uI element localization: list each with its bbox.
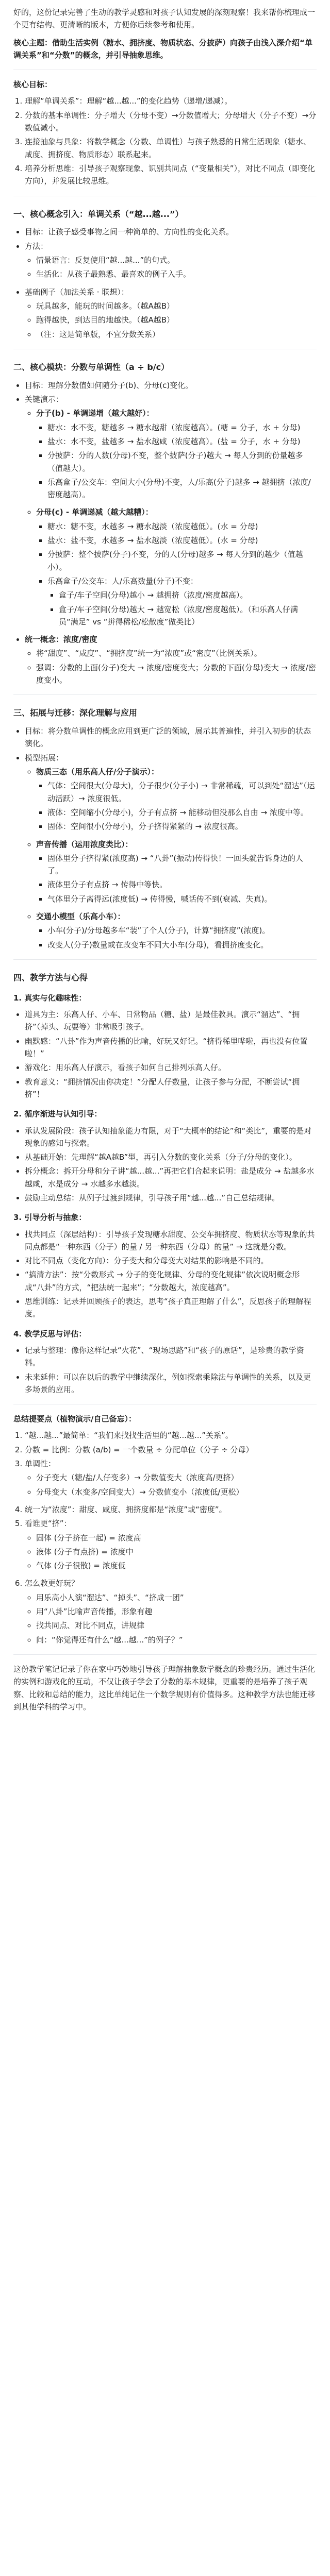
model-sublist <box>25 766 317 951</box>
summary-title: 总结提要点（植物演示/自己备忘）： <box>13 1414 136 1424</box>
numerator-section <box>36 407 317 501</box>
unify-section <box>25 633 317 686</box>
method-sublist <box>25 254 317 281</box>
unify-item: ◦ 将“甜度”、“咸度”、“拥挤度”统一为“浓度”或“密度”（比例关系）。 <box>36 647 317 659</box>
denominator-title: 分母(c) - 单调递减（越大越糟）： <box>36 507 153 517</box>
goal-item: 4. 培养分析思维：引导孩子观察现象、识别共同点（“变量相关”），对比不同点（即变化方向），并发展比较思维。 <box>25 162 317 188</box>
example-item: ◦ 玩具越多，能玩的时间越多。（越A越B） <box>36 300 317 312</box>
denominator-section <box>36 506 317 628</box>
traffic-item: ▪ 小车(分子)/分母越多车“装”了个人(分子)，计算“拥挤度”(浓度)。 <box>47 924 317 937</box>
section3-title: 三、拓展与迁移：深化理解与应用 <box>13 708 138 718</box>
sound-title: 声音传播（运用浓度类比）： <box>36 839 133 849</box>
method1-item: • 游戏化：用乐高人仔演示，看孩子如何自己排列乐高人仔。 <box>25 1061 317 1074</box>
goals-title: 核心目标： <box>13 80 53 90</box>
method3-list <box>13 1228 317 1320</box>
phase-item: ▪ 液体：空间缩小(分母小)，分子有点挤 → 能移动但没那么自由 → 浓度中等。 <box>47 806 317 819</box>
traffic-list <box>36 924 317 951</box>
method3-item: • “搞清方法”：按“分数形式 → 分子的变化规律、分母的变化规律”依次说明概念形成“八卦”的方式，“把法统一起来”；“分数越大，浓度越高”。 <box>25 1268 317 1294</box>
denominator-item: ▪ 糖水：糖不变，水越多 → 糖水越淡（浓度越低）。(水 = 分母) <box>47 520 317 533</box>
section3-list <box>13 725 317 951</box>
goal-item: 3. 连接抽象与具象：将数学概念（分数、单调性）与孩子熟悉的日常生活现象（糖水、咸度、拥挤度、物质形态）联系起来。 <box>25 135 317 161</box>
model-label: 模型拓展： <box>25 753 64 762</box>
section2-key <box>25 393 317 628</box>
divider <box>13 1654 317 1655</box>
phases-list <box>36 779 317 833</box>
method4-list <box>13 1344 317 1396</box>
method-item: ◦ 生活化：从孩子最熟悉、最喜欢的例子入手。 <box>36 268 317 280</box>
fun-item: ◦ 问：“你觉得还有什么“越...越...”的例子？” <box>36 1634 317 1646</box>
method-item: ◦ 情景语言：反复使用“越...越...”的句式。 <box>36 254 317 266</box>
summary-item-text: 单调性： <box>25 1459 56 1469</box>
numerator-list <box>36 421 317 501</box>
summary-item-text: 怎么教更好玩？ <box>25 1579 79 1588</box>
phase-item: ▪ 气体：空间很大(分母大)，分子很少(分子小) → 非常稀疏，可以到处“溜达”（运动活跃）→ 浓度很低。 <box>47 779 317 805</box>
fun-item: ◦ 找共同点、对比不同点，讲规律 <box>36 1619 317 1632</box>
goal-item: 2. 分数的基本单调性：分子增大（分母不变）→分数值增大；分母增大（分子不变）→分数值减小。 <box>25 109 317 134</box>
numerator-title: 分子(b) - 单调递增（越大越好）： <box>36 409 154 418</box>
unify-list <box>25 647 317 686</box>
section2-goal: • 目标：理解分数值如何随分子(b)、分母(c)变化。 <box>25 379 317 392</box>
crowd-item: ◦ 固体 (分子挤在一起) = 浓度高 <box>36 1532 317 1544</box>
denominator-list <box>36 520 317 628</box>
method3-title: 3. 引导分析与抽象： <box>13 1213 87 1223</box>
summary-list <box>13 1429 317 1646</box>
divider <box>13 959 317 960</box>
divider <box>13 694 317 695</box>
section3-goal: • 目标：将分数单调性的概念应用到更广泛的领域，展示其普遍性，并引入初步的状态演化。 <box>25 725 317 750</box>
mono-item: ◦ 分子变大（糖/盐/人仔变多）→ 分数值变大（浓度高/更挤） <box>36 1471 317 1484</box>
section1-list <box>13 226 317 340</box>
crowd-item: ◦ 气体 (分子很散) = 浓度低 <box>36 1560 317 1572</box>
phase-item: ▪ 固体：空间很小(分母小)，分子挤得紧紧的 → 浓度很高。 <box>47 820 317 833</box>
method2-list <box>13 1125 317 1205</box>
unify-title: 统一概念：浓度/密度 <box>25 635 97 645</box>
phases-title: 物质三态（用乐高人仔/分子演示）： <box>36 767 159 777</box>
numerator-item: ▪ 乐高盒子/公交车：空间大小(分母)不变，人/乐高(分子)越多 → 越拥挤（浓度/密度越高）。 <box>47 476 317 501</box>
traffic-section <box>36 910 317 951</box>
section1-method <box>25 240 317 281</box>
core-theme: 核心主题：借助生活实例（糖水、拥挤度、物质状态、分披萨）向孩子由浅入深介绍“单调关系”和“分数”的概念，并引导抽象思维。 <box>13 38 312 60</box>
method1-item: • 幽默感：“八卦”作为声音传播的比喻，好玩又好记。“挤得稀里哗啦，再也没有位置啦！” <box>25 1035 317 1060</box>
crowd-list <box>25 1532 317 1572</box>
sound-section <box>36 838 317 905</box>
phases-section <box>36 766 317 833</box>
fun-item: ◦ 用乐高小人演“溜达”、“掉头”、“挤成一团” <box>36 1591 317 1604</box>
method2-title: 2. 循序渐进与认知引导： <box>13 1109 102 1119</box>
goals-list <box>13 95 317 187</box>
denominator-item: ▪ 盐水：盐不变，水越多 → 盐水越淡（浓度越低）。(水 = 分母) <box>47 534 317 547</box>
method2-item: • 拆分概念：拆开分母和分子讲“越...越...”再把它们合起来说明：盐是成分 → 盐越多水越咸，水是成分 → 水越多水越淡。 <box>25 1165 317 1190</box>
key-label: 关键演示： <box>25 395 64 404</box>
fun-item: ◦ 用“八卦”比喻声音传播，形象有趣 <box>36 1605 317 1618</box>
section2-list <box>13 379 317 687</box>
summary-item: 1. “越...越...”最简单：“我们来找找生活里的“越...越...”关系”。 <box>25 1429 317 1442</box>
summary-item: 4. 统一为“浓度”：甜度、咸度、拥挤度都是“浓度”或“密度”。 <box>25 1503 317 1516</box>
method3-item: • 对比不同点（变化方向）：分子变大和分母变大对结果的影响是不同的。 <box>25 1255 317 1267</box>
numerator-item: ▪ 盐水：水不变，盐越多 → 盐水越咸（浓度越高）。(盐 = 分子，水 + 分母) <box>47 435 317 448</box>
section1-title: 一、核心概念引入：单调关系（“越...越...”） <box>13 209 184 219</box>
method1-item: • 教育意义：“拥挤情况由你决定！”分配人仔数量，让孩子参与分配，不断尝试“拥挤”！ <box>25 1076 317 1101</box>
method4-item: • 未来延伸：可以在以后的教学中继续深化，例如探索乘除法与单调性的关系，以及更多场景的应用。 <box>25 1371 317 1396</box>
method3-item: • 找共同点（深层结构）：引导孩子发现糖水甜度、公交车拥挤度、物质状态等现象的共同点都是“一种东西（分子）的量 / 另一种东西（分母）的量” → 这就是分数。 <box>25 1228 317 1253</box>
numerator-item: ▪ 分披萨：分的人数(分母)不变，整个披萨(分子)越大 → 每人分到的份量越多（值越大）。 <box>47 449 317 474</box>
method4-title: 4. 教学反思与评估： <box>13 1329 87 1338</box>
mono-item: ◦ 分母变大（水变多/空间变大）→ 分数值变小（浓度低/更松） <box>36 1486 317 1498</box>
example-item: ◦ 跑得越快，到达目的地越快。（越A越B） <box>36 314 317 326</box>
goal-item: 1. 理解“单调关系”：理解“越...越...”的变化趋势（递增/递减）。 <box>25 95 317 107</box>
summary-item: 2. 分数 = 比例：分数 (a/b) = 一个数量 ÷ 分配单位（分子 ÷ 分母） <box>25 1444 317 1456</box>
intro-paragraph: 好的，这份记录完善了生动的教学灵感和对孩子认知发展的深刻观察！我来帮你梳理成一个更有结构、更清晰的版本，方便你后续参考和使用。 <box>13 8 316 30</box>
section2-title: 二、核心模块：分数与单调性（a ÷ b/c） <box>13 362 170 372</box>
traffic-item: ▪ 改变人(分子)数量或在改变车不同大小车(分母)，看拥挤度变化。 <box>47 939 317 951</box>
method-label: 方法： <box>25 241 48 251</box>
sound-list <box>36 852 317 905</box>
sound-item: ▪ 液体里分子有点挤 → 传得中等快。 <box>47 878 317 891</box>
mono-list <box>25 1471 317 1498</box>
examples-label: 基础例子（加法关系 · 联想）： <box>25 287 129 297</box>
method1-item: • 道具为主：乐高人仔、小车、日常物品（糖、盐）是最佳教具。演示“溜达”、“拥挤”（掉头、玩耍等）非常吸引孩子。 <box>25 1008 317 1033</box>
key-sublist <box>25 407 317 628</box>
denominator-item: ▪ 分披萨：整个披萨(分子)不变，分的人(分母)越多 → 每人分到的越少（值越小）。 <box>47 548 317 573</box>
denominator-box-list <box>47 589 317 628</box>
summary-item <box>25 1577 317 1646</box>
closing-paragraph: 这份教学笔记记录了你在家中巧妙地引导孩子理解抽象数学概念的珍贵经历。通过生活化的实例和游戏化的互动，不仅让孩子学会了分数的基本规律，更重要的是培养了孩子观察、比较和总结的能力，这比单纯记住一个数学规则有价值得多。这种教学方法也能迁移到其他学科的学习中。 <box>13 1664 316 1711</box>
traffic-title: 交通小模型（乐高小车）： <box>36 912 125 922</box>
method2-item: • 从基础开始：先理解“越A越B”型，再引入分数的变化关系（分子/分母的变化）。 <box>25 1151 317 1163</box>
numerator-item: ▪ 糖水：水不变，糖越多 → 糖水越甜（浓度越高）。(糖 = 分子，水 + 分母) <box>47 421 317 434</box>
denominator-box-item: ▪ 盒子/车子空间(分母)越小 → 越拥挤（浓度/密度越高）。 <box>59 589 317 601</box>
method4-item: • 记录与整理：像你这样记录“火花”、“现场思路”和“孩子的原话”，是珍贵的教学资料。 <box>25 1344 317 1369</box>
method2-item: • 鼓励主动总结：从例子过渡到规律，引导孩子用“越...越...”自己总结规律。 <box>25 1192 317 1204</box>
denominator-item <box>47 575 317 628</box>
denominator-box-item: ▪ 盒子/车子空间(分母)越大 → 越宽松（浓度/密度越低）。（和乐高人仔满员“满足” vs “拼得稀松/松散度”做类比） <box>59 603 317 629</box>
section1-examples <box>25 286 317 341</box>
method2-item: • 承认发展阶段：孩子认知抽象能力有限，对于“大概率的结论”和“类比”，重要的是对现象的感知与探索。 <box>25 1125 317 1150</box>
denominator-item-text: 乐高盒子/公交车：人/乐高数量(分子)不变： <box>47 576 198 586</box>
sound-item: ▪ 固体里分子挤得紧(浓度高) → “八卦”(振动)传得快！一回头就告诉身边的人了。 <box>47 852 317 877</box>
section4-title: 四、教学方法与心得 <box>13 972 88 982</box>
fun-list <box>25 1591 317 1646</box>
method3-item: • 思维训练：记录并回顾孩子的表达，思考“孩子真正理解了什么”，反思孩子的理解程度。 <box>25 1295 317 1320</box>
summary-item-text: 看谁更“挤”： <box>25 1519 72 1529</box>
unify-item: ◦ 强调：分数的上面(分子)变大 → 浓度/密度变大；分数的下面(分母)变大 → 浓度/密度变小。 <box>36 662 317 687</box>
crowd-item: ◦ 液体 (分子有点挤) = 浓度中 <box>36 1546 317 1558</box>
example-note: ◦ （注：这是简单版，不宜分数关系） <box>36 328 317 341</box>
summary-item <box>25 1517 317 1572</box>
section1-goal: • 目标：让孩子感受事物之间一种简单的、方向性的变化关系。 <box>25 226 317 238</box>
summary-item <box>25 1458 317 1498</box>
model-section <box>25 752 317 951</box>
method1-list <box>13 1008 317 1100</box>
sound-item: ▪ 气体里分子离得远(浓度低) → 传得慢，喊话传不到(衰减、失真)。 <box>47 893 317 905</box>
method1-title: 1. 真实与化趣味性： <box>13 993 87 1003</box>
examples-sublist <box>25 300 317 341</box>
